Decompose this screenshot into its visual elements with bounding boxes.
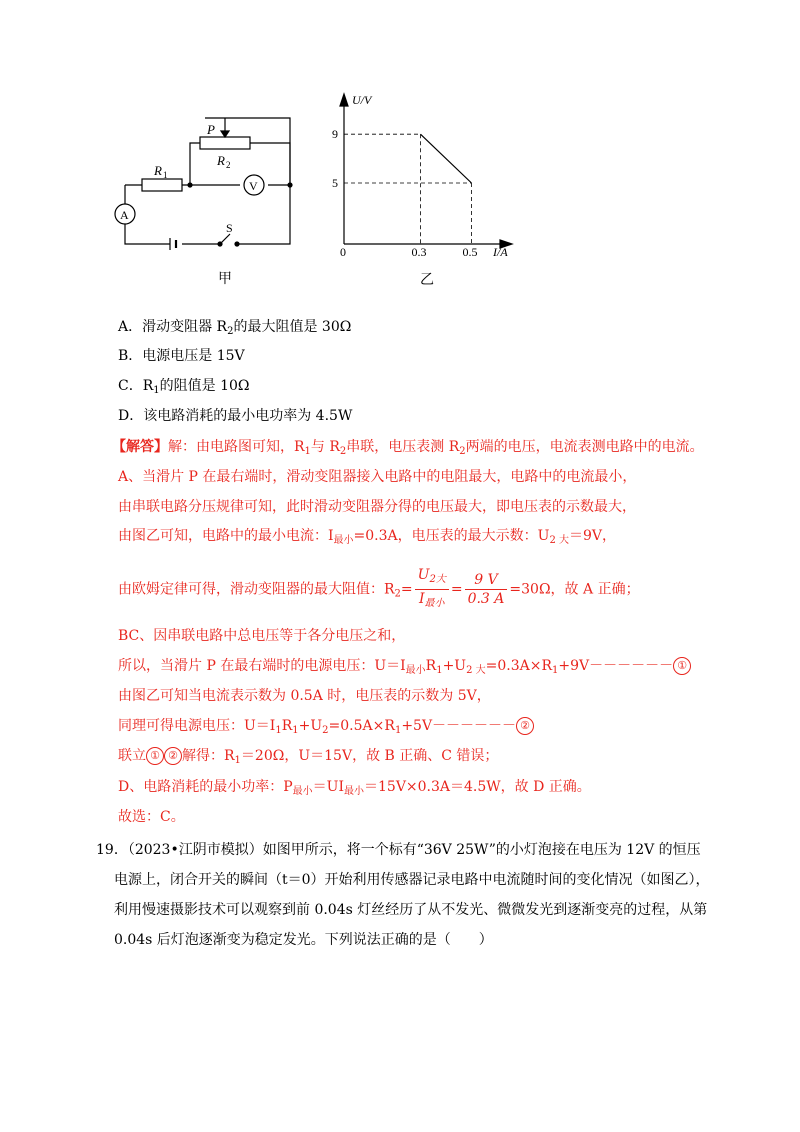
equation-marker-1-ref: ① — [146, 747, 164, 765]
equation-marker-2-ref: ② — [164, 747, 182, 765]
circuit-caption: 甲 — [218, 272, 232, 287]
option-d: D．该电路消耗的最小电功率为 4.5W — [118, 408, 353, 424]
question-19-line-1: 19．（2023•江阴市模拟）如图甲所示，将一个标有“36V 25W”的小灯泡接在电压为 12V 的恒压 — [96, 842, 701, 858]
answer-line-5: 由欧姆定律可得，滑动变阻器的最大阻值：$R_2=$ $\frac{U_{2大}}{I_{最小}}$ = $\frac{9 V}{0.3 A}$ =30Ω，故 A 正确； — [118, 566, 640, 613]
y-axis-label: U/V — [352, 93, 372, 107]
answer-tag: 【解答】 — [112, 439, 168, 455]
answer-line-4: 由图乙可知，电路中的最小电流：$I_{最小}=0.3A$，电压表的最大示数：$U_{2 大}=9V$， — [118, 528, 617, 546]
x-tick-label-1: 0.5 — [462, 245, 478, 259]
answer-line-6: BC、因串联电路中总电压等于各分电压之和， — [118, 628, 406, 644]
voltmeter-label: V — [249, 179, 258, 193]
question-19-line-3: 利用慢速摄影技术可以观察到前 0.04s 灯丝经历了从不发光、微微发光到逐渐变亮的过程，从第 — [114, 902, 708, 918]
ammeter-label: A — [120, 208, 129, 222]
answer-line-8: 由图乙可知当电流表示数为 0.5A 时，电压表的示数为 5V， — [118, 688, 491, 704]
answer-line-11: D、电路消耗的最小功率：$P_{最小}=UI_{最小}=15V\times 0.3A=4.5W$，故 D 正确。 — [118, 779, 591, 797]
r2-sub: 2 — [226, 160, 231, 170]
data-line — [421, 134, 472, 183]
r2-label: R — [217, 153, 225, 168]
origin-label: 0 — [340, 245, 346, 259]
answer-line-2: A、当滑片 P 在最右端时，滑动变阻器接入电路中的电阻最大，电路中的电流最小， — [118, 469, 637, 485]
graph-caption: 乙 — [420, 273, 434, 288]
figure — [100, 88, 540, 288]
x-tick-label-0: 0.3 — [411, 245, 427, 259]
option-a: A．滑动变阻器 $R_2$的最大阻值是 30Ω — [118, 319, 352, 337]
fraction-numeric: $\frac{9 V}{0.3 A}$ — [465, 571, 508, 608]
answer-line-7: 所以，当滑片 P 在最右端时的电源电压：$U=I_{最小}R_1+U_{2 大}=0.3A\times R_1+9V------$ ① — [118, 656, 691, 681]
answer-line-12: 故选：C。 — [118, 809, 185, 825]
ug-graph — [332, 93, 512, 288]
slider-label: P — [207, 122, 215, 137]
equation-marker-1: ① — [673, 657, 691, 675]
fraction-symbolic: $\frac{U_{2大}}{I_{最小}}$ — [415, 566, 449, 613]
y-tick-label-0: 9 — [332, 127, 338, 142]
equation-marker-2: ② — [516, 717, 534, 735]
option-c: C．$R_1$的阻值是 10Ω — [118, 378, 250, 396]
y-tick-label-1: 5 — [332, 176, 338, 190]
r1-resistor — [142, 179, 182, 191]
answer-line-10: 联立 ① ② 解得：$R_1=20\Omega$，U＝15V，故 B 正确、C 错误； — [118, 748, 499, 766]
answer-line-1: 【解答】解：由电路图可知，$R_1$与 $R_2$串联，电压表测 $R_2$两端的电压，电流表测电路中的电流。 — [112, 439, 704, 457]
circuit-diagram — [115, 118, 292, 250]
switch-label: S — [226, 221, 233, 235]
question-19-line-4: 0.04s 后灯泡逐渐变为稳定发光。下列说法正确的是（ ） — [114, 932, 493, 948]
question-19-line-2: 电源上，闭合开关的瞬间（t＝0）开始利用传感器记录电路中电流随时间的变化情况（如图乙）， — [114, 872, 710, 888]
r1-sub: 1 — [163, 170, 168, 180]
r1-label: R — [154, 163, 162, 178]
option-b: B．电源电压是 15V — [118, 348, 245, 364]
r2-resistor — [200, 137, 250, 149]
answer-line-9: 同理可得电源电压：$U=I_1R_1+U_2=0.5A\times R_1+5V------$ ② — [118, 716, 534, 741]
answer-line-3: 由串联电路分压规律可知，此时滑动变阻器分得的电压最大，即电压表的示数最大， — [118, 499, 636, 515]
x-axis-label: I/A — [493, 245, 508, 259]
